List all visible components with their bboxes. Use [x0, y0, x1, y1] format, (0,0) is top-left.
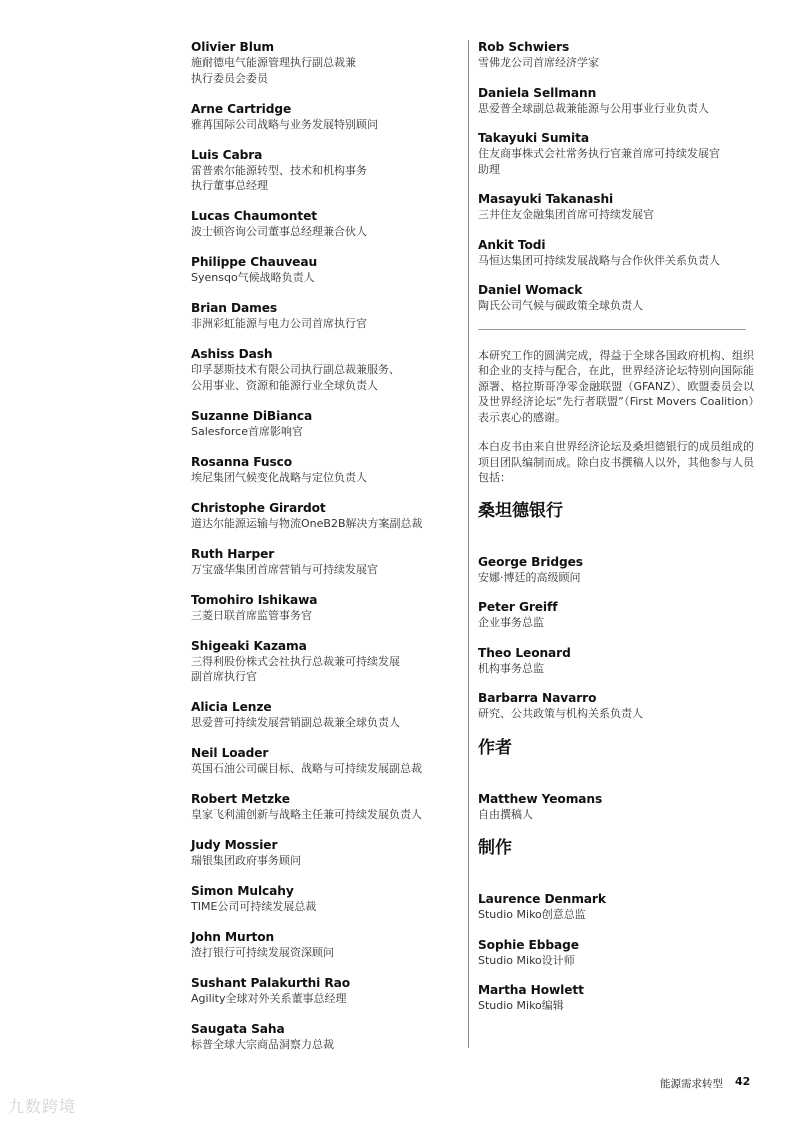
contributor-name: Theo Leonard	[478, 645, 571, 660]
contributor-entry	[191, 455, 461, 486]
contributor-role: Studio Miko编辑	[478, 999, 564, 1012]
contributor-role: 非洲彩虹能源与电力公司首席执行官	[191, 317, 367, 330]
contributor-name: Neil Loader	[191, 746, 269, 760]
contributor-entry	[191, 301, 461, 332]
contributor-role: 机构事务总监	[478, 661, 544, 675]
contributor-role: 英国石油公司碳目标、战略与可持续发展副总裁	[191, 762, 422, 775]
contributor-name: Rob Schwiers	[478, 40, 570, 54]
contributor-role: 研究、公共政策与机构关系负责人	[478, 707, 643, 720]
contributor-entry	[191, 255, 461, 286]
contributor-entry	[478, 40, 754, 71]
contributor-name: Barbarra Navarro	[478, 691, 597, 705]
contributor-role: 雪佛龙公司首席经济学家	[478, 56, 599, 69]
contributor-role: 执行董事总经理	[191, 179, 268, 192]
contributor-entry	[191, 1022, 461, 1053]
contributor-role: Studio Miko创意总监	[478, 908, 586, 921]
contributor-role: 执行委员会委员	[191, 71, 268, 85]
contributor-role: 施耐德电气能源管理执行副总裁兼	[191, 56, 356, 69]
contributor-role: 道达尔能源运输与物流OneB2B解决方案副总裁	[191, 516, 423, 530]
contributor-role: 埃尼集团气候变化战略与定位负责人	[191, 470, 367, 484]
section-heading: 作者	[478, 737, 512, 758]
contributor-entry	[478, 892, 754, 923]
contributor-name: Sophie Ebbage	[478, 937, 579, 952]
contributor-entry	[478, 983, 754, 1014]
contributor-name: George Bridges	[478, 554, 583, 569]
contributor-entry	[478, 283, 754, 314]
contributor-role: 雅苒国际公司战略与业务发展特别顾问	[191, 117, 378, 131]
contributor-entry	[478, 555, 754, 586]
contributor-name: Simon Mulcahy	[191, 884, 294, 898]
contributor-name: Judy Mossier	[191, 838, 278, 852]
contributor-role: 三得利股份株式会社执行总裁兼可持续发展	[191, 654, 400, 668]
watermark: 九数跨境	[8, 1097, 77, 1116]
contributor-role: 万宝盛华集团首席营销与可持续发展官	[191, 562, 378, 576]
contributor-role: 副首席执行官	[191, 670, 257, 683]
page-number: 42	[735, 1075, 751, 1088]
contributor-name: Matthew Yeomans	[478, 791, 603, 806]
contributor-name: Saugata Saha	[191, 1022, 285, 1036]
contributor-role: Salesforce首席影响官	[191, 424, 303, 438]
contributor-entry	[478, 86, 754, 117]
contributor-name: Peter Greiff	[478, 600, 558, 614]
contributor-entry	[191, 501, 461, 532]
contributor-name: Brian Dames	[191, 301, 278, 315]
contributor-entry	[191, 746, 461, 777]
section-divider	[478, 329, 746, 330]
contributor-name: Daniela Sellmann	[478, 85, 597, 100]
contributor-name: Robert Metzke	[191, 792, 290, 806]
contributor-name: Alicia Lenze	[191, 700, 272, 714]
contributor-name: Suzanne DiBianca	[191, 408, 313, 423]
contributor-name: Olivier Blum	[191, 40, 274, 54]
contributor-name: Takayuki Sumita	[478, 131, 589, 145]
section-heading: 桑坦德银行	[478, 500, 563, 521]
contributor-entry	[478, 646, 754, 677]
contributor-name: Lucas Chaumontet	[191, 209, 317, 223]
contributor-entry	[478, 691, 754, 722]
contributor-role: 标普全球大宗商品洞察力总裁	[191, 1038, 334, 1051]
contributor-role: 皇家飞利浦创新与战略主任兼可持续发展负责人	[191, 808, 422, 821]
contributor-entry	[191, 700, 461, 731]
contributor-entry	[191, 547, 461, 578]
contributor-role: 思爱普全球副总裁兼能源与公用事业行业负责人	[478, 101, 709, 115]
right-sections	[478, 500, 754, 1014]
contributor-entry	[191, 409, 461, 440]
column-divider	[468, 40, 469, 1048]
right-entries	[478, 40, 754, 314]
contributor-role: 住友商事株式会社常务执行官兼首席可持续发展官	[478, 147, 720, 160]
contributor-entry	[191, 209, 461, 240]
contributor-role: 思爱普可持续发展营销副总裁兼全球负责人	[191, 716, 400, 729]
contributor-name: Ashiss Dash	[191, 347, 273, 361]
contributor-entry	[191, 976, 461, 1007]
contributor-role: 自由撰稿人	[478, 807, 533, 821]
contributor-role: 三井住友金融集团首席可持续发展官	[478, 208, 654, 221]
contributor-role: 企业事务总监	[478, 616, 544, 629]
contributor-entry	[191, 40, 461, 86]
contributor-role: 公用事业、资源和能源行业全球负责人	[191, 378, 378, 392]
contributor-entry	[478, 792, 754, 823]
contributor-name: Sushant Palakurthi Rao	[191, 976, 351, 990]
contributor-name: Shigeaki Kazama	[191, 638, 307, 653]
contributor-name: Luis Cabra	[191, 147, 263, 162]
contributor-entry	[478, 600, 754, 631]
contributor-role: 助理	[478, 162, 500, 176]
left-column	[191, 40, 461, 1068]
contributor-entry	[191, 102, 461, 133]
section-heading: 制作	[478, 838, 512, 858]
contributor-role: 雷普索尔能源转型、技术和机构事务	[191, 163, 367, 177]
contributor-role: 瑞银集团政府事务顾问	[191, 854, 301, 867]
contributor-name: Martha Howlett	[478, 983, 584, 997]
contributor-name: Philippe Chauveau	[191, 255, 318, 269]
contributor-name: Daniel Womack	[478, 283, 583, 297]
contributor-role: Agility全球对外关系董事总经理	[191, 992, 347, 1005]
contributor-entry	[191, 347, 461, 393]
contributor-entry	[478, 938, 754, 969]
contributor-entry	[191, 639, 461, 685]
contributor-name: Masayuki Takanashi	[478, 192, 614, 206]
contributor-name: Ruth Harper	[191, 546, 275, 561]
contributor-role: TIME公司可持续发展总裁	[191, 900, 317, 913]
contributor-role: 波士顿咨询公司董事总经理兼合伙人	[191, 225, 367, 238]
contributor-role: Syensqo气候战略负责人	[191, 271, 315, 284]
contributor-role: Studio Miko设计师	[478, 953, 575, 967]
contributor-role: 渣打银行可持续发展资深顾问	[191, 946, 334, 959]
contributor-role: 马恒达集团可持续发展战略与合作伙伴关系负责人	[478, 253, 720, 267]
contributor-entry	[191, 148, 461, 194]
contributor-entry	[191, 838, 461, 869]
contributor-name: Laurence Denmark	[478, 892, 606, 906]
contributor-name: Christophe Girardot	[191, 500, 326, 515]
contributor-entry	[191, 792, 461, 823]
contributor-name: John Murton	[191, 930, 275, 944]
contributor-entry	[191, 930, 461, 961]
contributor-name: Arne Cartridge	[191, 101, 292, 116]
contributor-entry	[191, 593, 461, 624]
contributor-entry	[191, 884, 461, 915]
contributor-role: 陶氏公司气候与碳政策全球负责人	[478, 299, 643, 312]
contributor-name: Ankit Todi	[478, 237, 546, 252]
footer-title: 能源需求转型	[660, 1078, 723, 1090]
contributor-role: 三菱日联首席监管事务官	[191, 608, 312, 622]
acknowledgment-paragraph-1: 本研究工作的圆满完成，得益于全球各国政府机构、组织和企业的支持与配合，在此，世界经济论坛特别向国际能源署、格拉斯哥净零金融联盟（GFANZ）、欧盟委员会以及世界经济论坛“先行者联盟”（First Movers Coalition）表示衷心的感谢。	[478, 348, 754, 424]
acknowledgment-paragraph-2: 本白皮书由来自世界经济论坛及桑坦德银行的成员组成的项目团队编制而成。除白皮书撰稿人以外，其他参与人员包括：	[478, 440, 754, 484]
contributor-entry	[478, 192, 754, 223]
contributor-name: Tomohiro Ishikawa	[191, 592, 318, 607]
contributor-role: 安娜·博廷的高级顾问	[478, 570, 581, 584]
contributor-name: Rosanna Fusco	[191, 454, 293, 469]
right-column	[478, 40, 754, 1029]
contributor-entry	[478, 131, 754, 177]
contributor-role: 印孚瑟斯技术有限公司执行副总裁兼服务、	[191, 363, 400, 376]
contributor-entry	[478, 238, 754, 269]
